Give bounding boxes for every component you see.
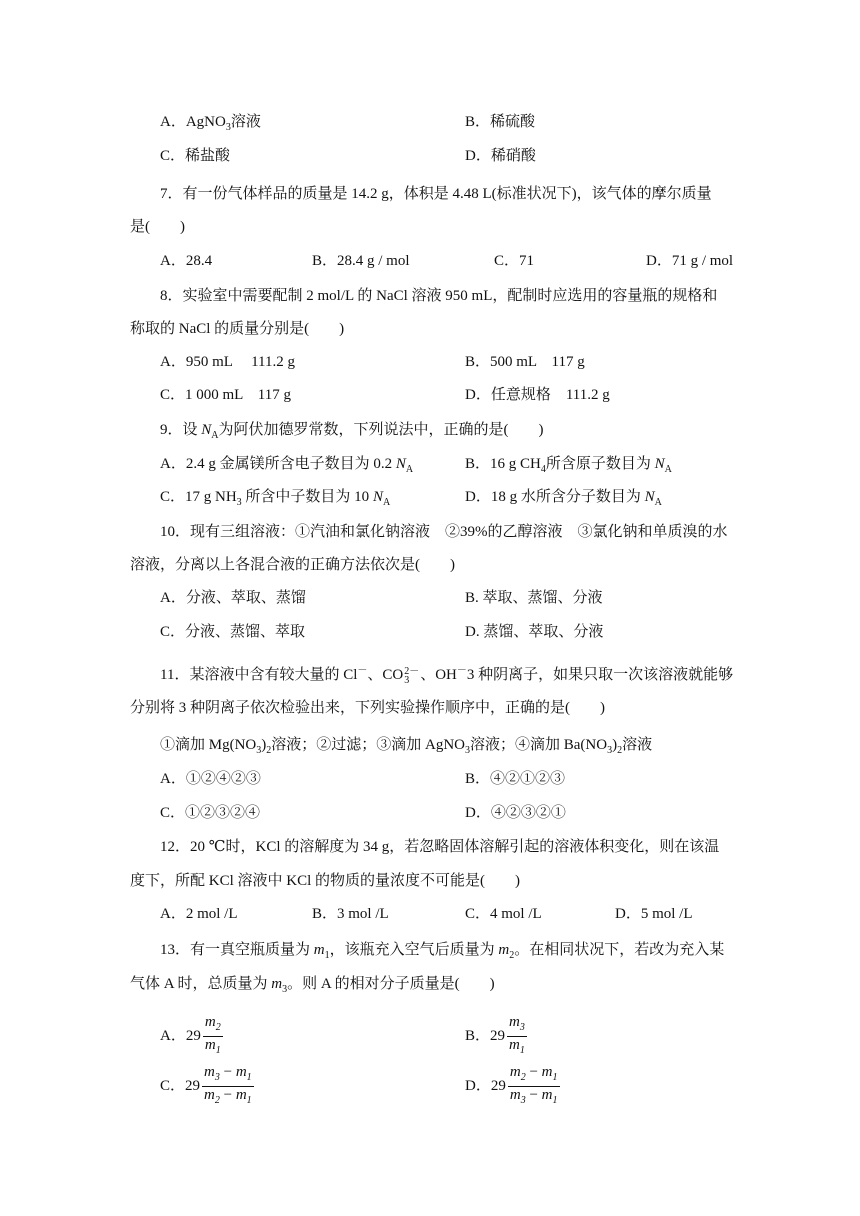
- q10-option-d: D. 蒸馏、萃取、分液: [465, 624, 604, 640]
- q9-stem: 9．设 $N_A$为阿伏加德罗常数，下列说法中，正确的是( ): [160, 422, 544, 441]
- q8-option-c: C．1 000 mL 117 g: [160, 387, 291, 403]
- q10-option-b: B. 萃取、蒸馏、分液: [465, 590, 603, 606]
- q8-stem-line1: 8．实验室中需要配制 2 mol/L 的 NaCl 溶液 950 mL，配制时应选用的容量瓶的规格和: [160, 288, 718, 304]
- q13-option-a: A．29 $\frac{m_2}{m_1}$: [160, 1014, 223, 1059]
- q8-option-d: D．任意规格 111.2 g: [465, 387, 610, 403]
- q12-stem-line1: 12．20 ℃时，KCl 的溶解度为 34 g，若忽略固体溶解引起的溶液体积变化，则在该温: [160, 839, 720, 855]
- q13-option-c: C．29 $\frac{m_3 - m_1}{m_2 - m_1}$: [160, 1064, 254, 1109]
- q12-stem-line2: 度下，所配 KCl 溶液中 KCl 的物质的量浓度不可能是( ): [130, 873, 521, 889]
- fraction: $\frac{m_3 - m_1}{m_2 - m_1}$: [204, 1064, 252, 1106]
- q13-option-d: D．29 $\frac{m_2 - m_1}{m_3 - m_1}$: [465, 1064, 560, 1109]
- q8-stem-line2: 称取的 NaCl 的质量分别是( ): [130, 321, 345, 337]
- q7-option-a: A．28.4: [160, 253, 213, 269]
- q6-option-c: C．稀盐酸: [160, 148, 231, 164]
- q6-option-b: B．稀硫酸: [465, 114, 536, 130]
- q11-option-c: C．①②③②④: [160, 805, 261, 821]
- q11-option-d: D．④②③②①: [465, 805, 566, 821]
- q7-stem-line1: 7．有一份气体样品的质量是 14.2 g，体积是 4.48 L(标准状况下)，该气体的摩尔质量: [160, 186, 712, 202]
- q11-stem-line1: 11．某溶液中含有较大量的 Cl－、CO 2－ 3 、OH－3 种阴离子，如果只取一次该溶液就能够: [160, 665, 734, 686]
- q7-option-d: D．71 g / mol: [646, 253, 734, 269]
- q12-option-c: C．4 mol /L: [465, 906, 542, 922]
- q11-option-a: A．①②④②③: [160, 771, 261, 787]
- q9-option-a: A．2.4 g 金属镁所含电子数目为 0.2 $N_A$: [160, 456, 414, 475]
- q10-stem-line1: 10．现有三组溶液：①汽油和氯化钠溶液 ②39%的乙醇溶液 ③氯化钠和单质溴的水: [160, 524, 728, 540]
- q9-option-b: B．16 g $CH_4$所含原子数目为 $N_A$: [465, 456, 672, 475]
- q12-option-a: A．2 mol /L: [160, 906, 238, 922]
- q7-stem-line2: 是( ): [130, 219, 185, 235]
- q13-option-b: B．29 $\frac{m_3}{m_1}$: [465, 1014, 527, 1059]
- fraction: $\frac{m_2}{m_1}$: [204, 1014, 221, 1056]
- q12-option-b: B．3 mol /L: [312, 906, 389, 922]
- q6-option-a: A．AgNO$_3$溶液: [160, 114, 261, 133]
- carbonate-charge: 2－ 3: [404, 665, 420, 686]
- q13-stem-line1: 13．有一真空瓶质量为 $m_1$，该瓶充入空气后质量为 $m_2$。在相同状况下，若改为充入某: [160, 942, 725, 961]
- q10-option-a: A．分液、萃取、蒸馏: [160, 590, 306, 606]
- q11-operations: ①滴加 $Mg(NO_3)_2$溶液；②过滤；③滴加 AgNO$_3$溶液；④滴加 $Ba(NO_3)_2$溶液: [160, 737, 653, 756]
- q7-option-c: C．71: [494, 253, 535, 269]
- q12-option-d: D．5 mol /L: [615, 906, 693, 922]
- q9-option-d: D．18 g 水所含分子数目为 $N_A$: [465, 489, 662, 508]
- q6-option-d: D．稀硝酸: [465, 148, 536, 164]
- q10-stem-line2: 溶液，分离以上各混合液的正确方法依次是( ): [130, 557, 455, 573]
- fraction: $\frac{m_2 - m_1}{m_3 - m_1}$: [509, 1064, 558, 1106]
- q7-option-b: B．28.4 g / mol: [312, 253, 410, 269]
- q8-option-a: A．950 mL 111.2 g: [160, 354, 295, 370]
- q13-stem-line2: 气体 A 时，总质量为 $m_3$。则 A 的相对分子质量是( ): [130, 976, 495, 995]
- q11-stem-line2: 分别将 3 种阴离子依次检验出来，下列实验操作顺序中，正确的是( ): [130, 700, 605, 716]
- q9-option-c: C．17 g $NH_3$ 所含中子数目为 10 $N_A$: [160, 489, 391, 508]
- q8-option-b: B．500 mL 117 g: [465, 354, 585, 370]
- q11-option-b: B．④②①②③: [465, 771, 566, 787]
- q10-option-c: C．分液、蒸馏、萃取: [160, 624, 306, 640]
- fraction: $\frac{m_3}{m_1}$: [509, 1014, 525, 1056]
